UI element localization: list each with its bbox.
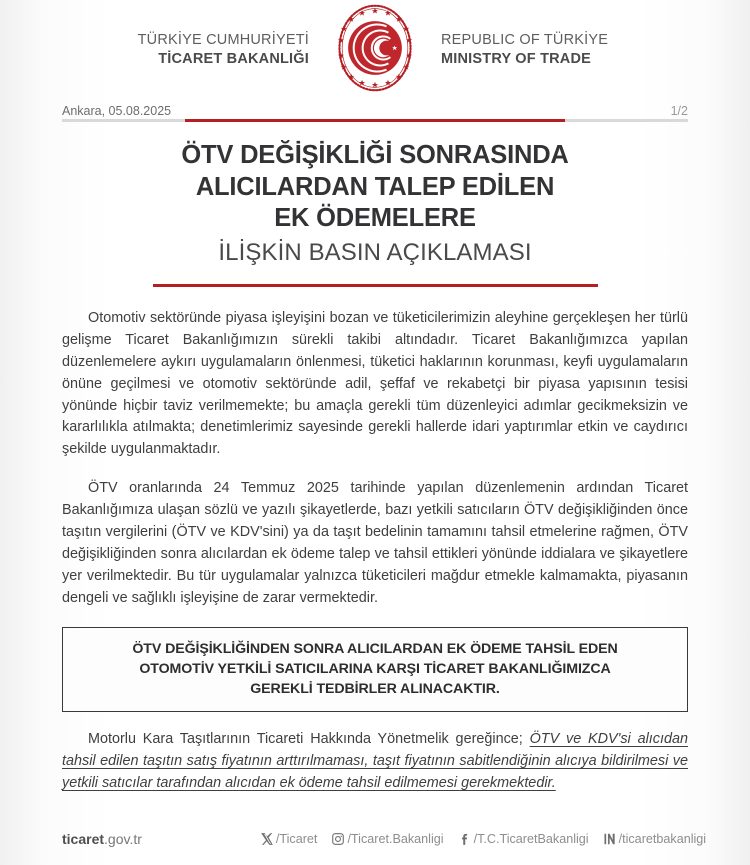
social-link-facebook[interactable]: [458, 832, 589, 846]
document-footer: [62, 831, 707, 847]
social-link-instagram[interactable]: [331, 832, 443, 846]
header-english-line2: MINISTRY OF TRADE: [441, 51, 592, 67]
social-link-instagram-label: /Ticaret.Bakanligi: [347, 832, 444, 846]
social-link-x[interactable]: [260, 832, 318, 846]
header-english-line1: REPUBLIC OF TÜRKİYE: [441, 31, 609, 48]
website-address-bold: ticaret: [62, 831, 105, 847]
header-turkish-line1: TÜRKİYE CUMHURİYETİ: [137, 31, 309, 48]
title-line-1: ÖTV DEĞİŞİKLİĞİ SONRASINDA: [181, 141, 569, 169]
header-turkish-titles: [112, 31, 327, 69]
body-paragraph-final: [62, 729, 688, 795]
header-turkish-line2: TİCARET BAKANLIĞI: [158, 51, 309, 67]
ministry-of-trade-emblem-icon: [327, 0, 423, 96]
place-and-date: Ankara, 05.08.2025: [62, 104, 172, 118]
document-header: [0, 0, 750, 100]
title-line-3: EK ÖDEMELERE: [274, 204, 476, 233]
title-subtitle: İLİŞKİN BASIN AÇIKLAMASI: [218, 238, 532, 266]
social-link-facebook-label: /T.C.TicaretBakanligi: [473, 832, 589, 846]
header-english-titles: [423, 31, 638, 69]
social-link-linkedin-label: /ticaretbakanligi: [618, 832, 707, 846]
title-divider-rule: [153, 284, 598, 287]
final-paragraph-lead: Motorlu Kara Taşıtlarının Ticareti Hakkında Yönetmelik gereğince;: [88, 731, 530, 748]
website-address-rest: .gov.tr: [104, 831, 142, 847]
header-meta-row: [62, 104, 688, 118]
social-link-linkedin[interactable]: [603, 832, 707, 846]
title-line-2: ALICILARDAN TALEP EDİLEN: [195, 172, 555, 201]
linkedin-icon: [603, 832, 617, 846]
social-links: [260, 832, 706, 846]
callout-box: [62, 627, 688, 712]
callout-line-1: ÖTV DEĞİŞİKLİĞİNDEN SONRA ALICILARDAN EK ÖDEME TAHSİL EDEN: [132, 640, 618, 657]
document-body: [62, 308, 688, 795]
header-divider-rule: [62, 119, 688, 122]
callout-line-2: OTOMOTİV YETKİLİ SATICILARINA KARŞI TİCARET BAKANLIĞIMIZCA: [139, 660, 611, 677]
page-title: [62, 140, 688, 287]
callout-line-3: GEREKLİ TEDBİRLER ALINACAKTIR.: [250, 680, 500, 697]
final-paragraph-emphasis: ÖTV ve KDV'si alıcıdan tahsil edilen taşıtın satış fiyatının arttırılmaması, taşıt fiyatının sabitlendiğinin alıcıya bildirilmesi ve yetkili satıcılar tarafından alıcıdan ek ödeme tahsil edilmemesi gerekmektedir.: [62, 731, 688, 791]
instagram-icon: [331, 832, 345, 846]
x-twitter-icon: [260, 832, 274, 846]
website-address[interactable]: [62, 831, 142, 847]
body-paragraph-1: Otomotiv sektöründe piyasa işleyişini bozan ve tüketicilerimizin aleyhine gerçekleşen her türlü gelişme Ticaret Bakanlığımızın sürekli takibi altındadır. Ticaret Bakanlığımızca yapılan düzenlemelere aykırı uygulamaların önlenmesi, tüketici haklarının korunması, keyfi uygulamaların önüne geçilmesi ve otomotiv sektöründe adil, şeffaf ve rekabetçi bir piyasa yapısının tesisi yönünde hiçbir taviz verilmemekte; bu amaçla gerekli tüm düzenleyici adımlar gecikmeksizin ve kararlılıkla atılmakta; denetimlerimiz sayesinde gerekli hallerde idari yaptırımlar etkin ve caydırıcı şekilde uygulanmaktadır.: [62, 310, 688, 458]
facebook-icon: [458, 832, 472, 846]
page-number: 1/2: [670, 104, 688, 118]
body-paragraph-2: ÖTV oranlarında 24 Temmuz 2025 tarihinde yapılan düzenlemenin ardından Ticaret Bakanlığımıza ulaşan sözlü ve yazılı şikayetlerde, bazı yetkili satıcıların ÖTV değişikliğinden önce taşıtın vergilerini (ÖTV ve KDV'sini) ya da taşıt bedelinin tamamını tahsil etmelerine rağmen, ÖTV değişikliğinden sonra alıcılardan ek ödeme talep ve tahsil ettikleri yönünde iddialara ve şikayetlere yer verilmektedir. Bu tür uygulamalar yalnızca tüketicileri mağdur etmekle kalmamakta, piyasanın dengeli ve sağlıklı işleyişine de zarar vermektedir.: [62, 480, 688, 606]
social-link-x-label: /Ticaret: [275, 832, 318, 846]
